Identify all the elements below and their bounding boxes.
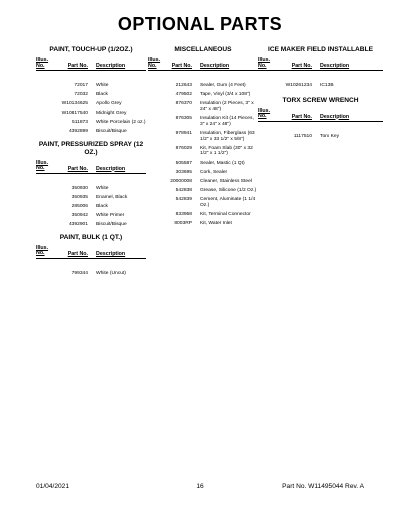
part-number: 876305 <box>175 116 192 122</box>
part-number: 4392901 <box>68 222 88 228</box>
header-part-no: Part No. <box>291 63 312 69</box>
header-description: Description <box>96 63 126 69</box>
part-number: 350942 <box>71 213 88 219</box>
part-description: Kit, Foam Slab (30" x 32 1/2" x 1 1/2") <box>200 145 253 157</box>
section-title-spray: PAINT, PRESSURIZED SPRAY (12 OZ.) <box>38 140 144 156</box>
section-title-icemaker: ICE MAKER FIELD INSTALLABLE <box>267 46 373 53</box>
header-no: No. <box>36 250 45 257</box>
table-row <box>258 134 383 140</box>
table-row <box>148 188 258 194</box>
header-illus: Illus. <box>36 159 49 166</box>
torx-rows <box>258 134 383 140</box>
part-description: White <box>96 185 109 191</box>
table-row <box>148 197 258 208</box>
header-no: No. <box>258 113 267 120</box>
part-description: White Primer <box>96 213 125 219</box>
header-illus: Illus. <box>148 57 161 63</box>
part-number: W10261234 <box>285 83 312 88</box>
part-description: Cork, Sealer <box>200 169 228 175</box>
header-no: No. <box>148 62 157 69</box>
table-row <box>258 83 383 89</box>
part-number: 8003RP <box>174 221 192 227</box>
header-no: No. <box>36 165 45 172</box>
footer-page-number: 16 <box>196 483 204 490</box>
table-row <box>36 83 146 89</box>
part-description: Sealer, Gum (4 Feet) <box>200 83 246 88</box>
table-row <box>148 92 258 98</box>
header-description: Description <box>96 165 126 172</box>
table-row <box>148 131 258 142</box>
part-number: 1117510 <box>293 133 312 139</box>
table-row <box>148 221 258 227</box>
header-no: No. <box>36 62 45 69</box>
table-row <box>148 116 258 127</box>
table-row <box>36 186 146 192</box>
table-row <box>36 92 146 98</box>
table-header <box>36 246 146 259</box>
part-description: Insulation (2 Pieces, 3" x 24" x 48") <box>200 101 254 112</box>
footer-part-number: Part No. W11495044 Rev. A <box>282 483 364 490</box>
table-row <box>36 129 146 135</box>
icemaker-rows <box>258 83 383 89</box>
part-description: Biscuit/Bisque <box>96 128 127 134</box>
header-description: Description <box>96 250 126 257</box>
header-part-no: Part No. <box>67 165 88 172</box>
part-description: Torx Key <box>320 133 340 139</box>
table-row <box>36 101 146 107</box>
header-description: Description <box>320 63 350 69</box>
footer-date: 01/04/2021 <box>36 483 70 490</box>
part-number: 303695 <box>175 169 192 175</box>
table-row <box>148 146 258 157</box>
table-row <box>36 120 146 126</box>
part-description: Tape, Vinyl (3/4 x 108") <box>200 92 251 98</box>
header-part-no: Part No. <box>291 113 312 120</box>
table-row <box>148 170 258 176</box>
header-part-no: Part No. <box>67 250 88 257</box>
part-description: Cleaner, Stainless Steel <box>200 178 252 184</box>
part-number: 212643 <box>175 83 192 88</box>
header-part-no: Part No. <box>171 63 192 69</box>
header-illus: Illus. <box>258 57 271 63</box>
page-title: OPTIONAL PARTS <box>117 14 283 34</box>
part-number: 350930 <box>71 185 88 191</box>
part-number: 876370 <box>175 101 192 107</box>
table-row <box>148 161 258 167</box>
section-title-misc: MISCELLANEOUS <box>174 46 232 53</box>
section-title-touchup: PAINT, TOUCH-UP (1/2OZ.) <box>49 46 133 53</box>
part-number: 72032 <box>74 92 88 98</box>
table-row <box>36 213 146 219</box>
header-illus: Illus. <box>36 57 49 63</box>
part-description: Cement, Aluminate (1 1/4 Oz.) <box>200 197 256 208</box>
part-number: 4392899 <box>68 128 88 134</box>
part-description: Apollo Grey <box>96 101 122 107</box>
part-description: Insulation Kit (14 Pieces, 3" x 24" x 48") <box>200 116 254 127</box>
part-number: 833958 <box>175 212 192 218</box>
part-number: 505587 <box>175 160 192 166</box>
table-header <box>148 58 258 71</box>
icemaker-column <box>258 46 383 143</box>
part-number: 511873 <box>72 119 88 125</box>
part-number: W10817540 <box>61 110 88 116</box>
bulk-rows <box>36 271 146 277</box>
table-row <box>36 195 146 201</box>
table-row <box>148 179 258 185</box>
part-description: Black <box>96 203 108 209</box>
header-description: Description <box>200 63 230 69</box>
header-description: Description <box>320 113 350 120</box>
table-row <box>36 271 146 277</box>
misc-rows <box>148 83 258 227</box>
part-description: Kit, Terminal Connector <box>200 212 251 218</box>
part-number: W10134625 <box>61 101 88 107</box>
part-description: White Porcelain (2 oz.) <box>96 119 146 125</box>
part-number: 285006 <box>71 203 88 209</box>
part-number: 799344 <box>71 270 88 276</box>
table-row <box>36 222 146 228</box>
part-description: Black <box>96 92 108 98</box>
table-row <box>148 101 258 112</box>
section-title-torx: TORX SCREW WRENCH <box>282 96 359 104</box>
part-description: Midnight Grey <box>96 110 127 116</box>
part-description: Biscuit/Bisque <box>96 222 127 228</box>
header-illus: Illus. <box>36 244 49 251</box>
touchup-rows <box>36 83 146 135</box>
table-row <box>148 83 258 89</box>
part-number: 72017 <box>74 83 88 88</box>
part-number: 876029 <box>175 145 192 151</box>
header-no: No. <box>258 62 267 69</box>
part-description: Enamel, Black <box>96 194 128 200</box>
part-number: 350935 <box>71 194 88 200</box>
misc-column <box>148 46 258 230</box>
table-header <box>36 58 146 71</box>
part-description: IC13B <box>320 83 334 88</box>
table-header <box>258 58 383 71</box>
header-illus: Illus. <box>258 107 271 114</box>
table-row <box>148 212 258 218</box>
part-number: 542839 <box>175 197 192 203</box>
table-row <box>36 204 146 210</box>
header-part-no: Part No. <box>67 63 88 69</box>
part-description: Insulation, Fiberglass (63 1/2" x 33 1/2" x 5/8") <box>200 130 255 142</box>
part-number: 978941 <box>175 130 192 136</box>
part-number: 20000008 <box>170 178 192 184</box>
part-description: White (Uncut) <box>96 270 126 276</box>
section-title-bulk: PAINT, BULK (1 QT.) <box>59 233 123 241</box>
spray-rows <box>36 186 146 228</box>
table-header <box>36 161 146 174</box>
part-number: 542838 <box>175 188 192 194</box>
table-header <box>258 109 383 122</box>
part-description: Sealer, Mastic (1 Qt) <box>200 160 245 166</box>
table-row <box>36 111 146 117</box>
part-description: White <box>96 83 109 88</box>
paint-column <box>36 46 146 280</box>
part-description: Grease, Silicone (1/2 Oz.) <box>200 188 257 194</box>
part-number: 479502 <box>175 92 192 98</box>
part-description: Kit, Water Inlet <box>200 221 232 227</box>
